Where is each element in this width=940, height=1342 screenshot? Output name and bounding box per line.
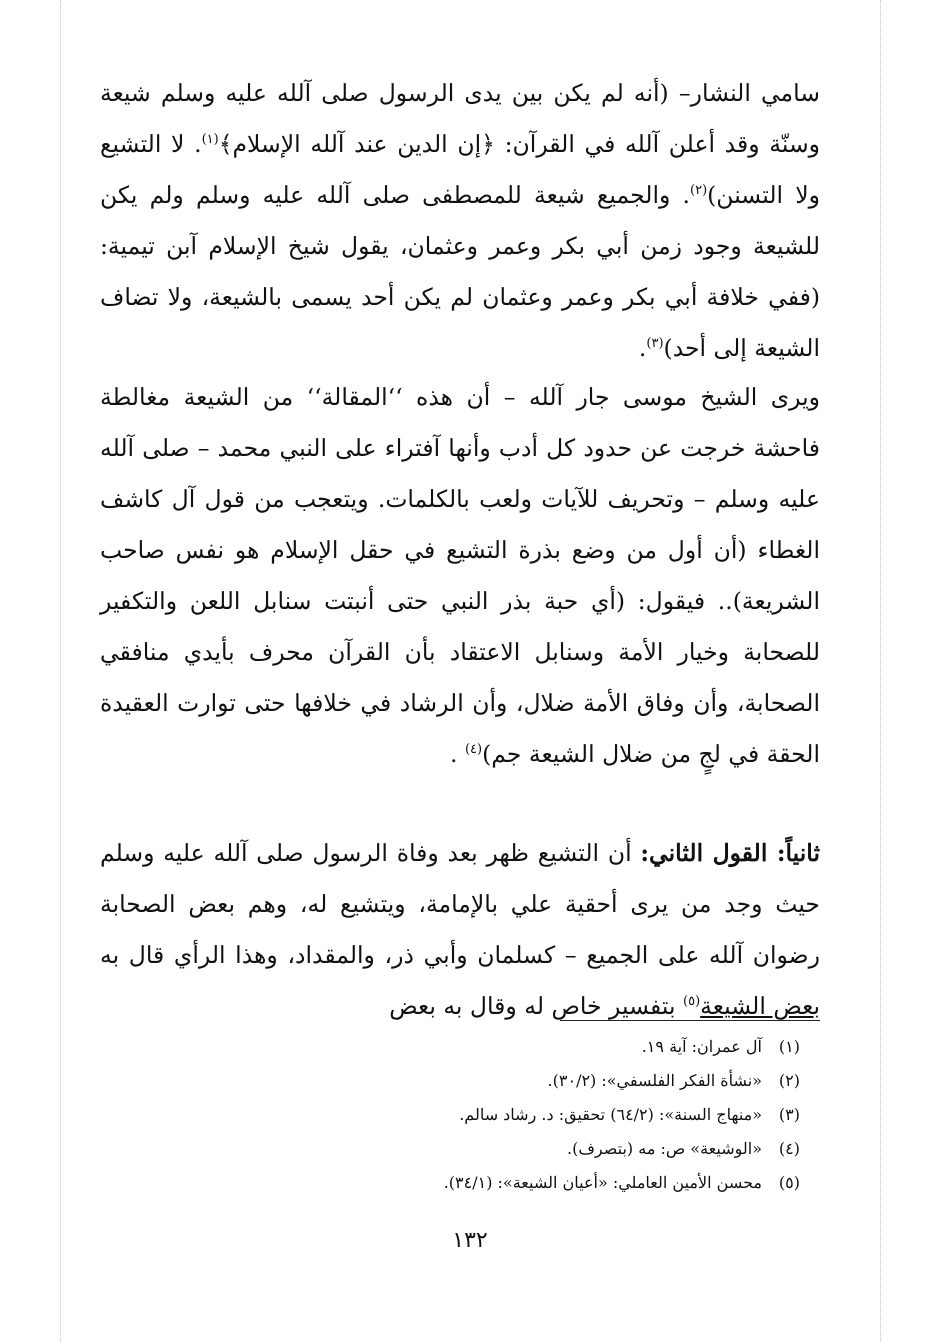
p2-line-9-end: .: [450, 740, 465, 768]
footnote-separator: [560, 1020, 820, 1021]
footnote-1: [160, 1030, 800, 1064]
p2-line-9: ضلال الشيعة جم): [482, 740, 654, 768]
p3-lead-heading: ثانياً: القول الثاني:: [640, 839, 821, 867]
footnote-number: (١): [778, 1037, 800, 1056]
p2-line-8: ضلال، وأن الرشاد في خلافها حتى توارت العقيدة الحقة في لجٍ من: [100, 689, 820, 768]
footnote-ref-1: (١): [201, 132, 219, 148]
footnote-5: [160, 1166, 800, 1200]
p1-line-2: شيعة وسنّة وقد أعلن آلله في القرآن: ﴿إن الدين عند آلله: [100, 79, 820, 158]
p1-line-4: صلى آلله عليه وسلم ولم يكن للشيعة وجود زمن أبي بكر وعمر: [100, 181, 820, 260]
footnote-4: [160, 1132, 800, 1166]
p3-line-2: عليه وسلم حيث وجد من يرى أحقية علي بالإمامة، ويتشيع له، وهم: [100, 839, 820, 918]
paragraph-3: [100, 828, 820, 1032]
scan-edge-left: [60, 0, 61, 1342]
footnote-ref-3: (٣): [646, 336, 664, 352]
p2-line-4: ويتعجب من قول آل كاشف الغطاء (أن أول من وضع بذرة التشيع: [100, 485, 820, 564]
page-number: ١٣٢: [452, 1228, 488, 1253]
p2-line-2: مغالطة فاحشة خرجت عن حدود كل أدب وأنها آفتراء على النبي: [100, 383, 821, 462]
p1-line-5: وعثمان، يقول شيخ الإسلام آبن تيمية: (ففي خلافة أبي بكر وعمر: [100, 232, 820, 311]
footnote-number: (٢): [778, 1071, 800, 1090]
p1-line-3c: . والجميع شيعة للمصطفى: [422, 181, 690, 209]
footnote-ref-5: (٥): [683, 994, 701, 1010]
footnote-text: «منهاج السنة»: (٦٤/٢) تحقيق: د. رشاد سالم.: [459, 1105, 762, 1124]
p3-line-4-underlined: بعض الشيعة: [700, 992, 820, 1020]
p2-line-7: الاعتقاد بأن القرآن محرف بأيدي منافقي الصحابة، وأن وفاق الأمة: [100, 638, 820, 717]
p2-line-1: ويرى الشيخ موسى جار آلله – أن هذه ‘‘المقالة‘‘ من الشيعة: [183, 383, 820, 411]
paragraph-1: [100, 68, 820, 374]
p3-line-4a: وهذا الرأي قال به: [100, 941, 278, 969]
p2-line-6: النبي حتى أنبتت سنابل اللعن والتكفير للصحابة وخيار الأمة وسنابل: [100, 587, 820, 666]
p1-line-3a: الإسلام﴾: [218, 130, 301, 158]
footnote-ref-4: (٤): [464, 742, 483, 758]
footnote-text: محسن الأمين العاملي: «أعيان الشيعة»: (٣٤/١).: [443, 1173, 762, 1192]
p3-line-3: بعض الصحابة رضوان آلله على الجميع – كسلمان وأبي ذر، والمقداد،: [100, 890, 820, 969]
footnote-number: (٤): [778, 1139, 800, 1158]
footnote-number: (٥): [778, 1173, 800, 1192]
footnote-2: [160, 1064, 800, 1098]
p3-line-4b: بتفسير خاص له وقال به بعض: [389, 992, 684, 1020]
footnotes-section: [160, 1030, 800, 1200]
footnote-text: آل عمران: آية ١٩.: [641, 1037, 762, 1056]
p1-line-1: سامي النشار– (أنه لم يكن بين يدى الرسول صلى آلله عليه وسلم: [160, 79, 820, 107]
p2-line-3: محمد – صلى آلله عليه وسلم – وتحريف للآيات ولعب بالكلمات.: [100, 434, 820, 513]
footnote-text: «الوشيعة» ص: مه (بتصرف).: [567, 1139, 762, 1158]
p1-line-6: وعثمان لم يكن أحد يسمى بالشيعة، ولا تضاف الشيعة إلى أحد): [100, 283, 820, 362]
p1-line-3b: . لا التشيع ولا التسنن): [100, 130, 820, 209]
footnote-number: (٣): [778, 1105, 800, 1124]
p1-line-6-end: .: [638, 334, 647, 362]
scan-edge-right: [880, 0, 881, 1342]
footnote-3: [160, 1098, 800, 1132]
footnote-ref-2: (٢): [690, 183, 708, 199]
footnote-text: «نشأة الفكر الفلسفي»: (٣٠/٢).: [547, 1071, 762, 1090]
p3-line-1: أن التشيع ظهر بعد وفاة الرسول صلى آلله: [213, 839, 641, 867]
paragraph-2: [100, 372, 820, 780]
p2-line-5: في حقل الإسلام هو نفس صاحب الشريعة).. فيقول: (أي حبة بذر: [100, 536, 820, 615]
